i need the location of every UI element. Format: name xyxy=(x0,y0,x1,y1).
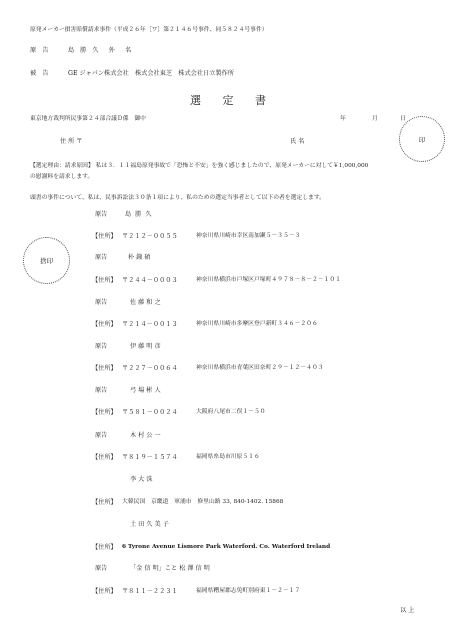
person-8-addr-label: 【住所】 xyxy=(92,544,117,551)
person-5-role: 原告 xyxy=(95,387,108,394)
closing-text: 以 上 xyxy=(400,607,415,614)
person-7-addr-label: 【住所】 xyxy=(92,499,117,506)
date-year-label: 年 xyxy=(340,116,346,122)
person-1-address: 神奈川県川崎市幸区南加瀬５－３５－３ xyxy=(196,233,301,239)
name-label: 氏 名 xyxy=(290,138,305,145)
person-9-postal: 〒８１１－２２３１ xyxy=(122,588,178,595)
person-8-address: 6 Tyrone Avenue Lismore Park Waterford. Co. Waterford Ireland xyxy=(122,544,331,550)
person-4-addr-label: 【住所】 xyxy=(92,365,117,372)
person-4-address: 神奈川県横浜市青葉区田奈町２９－１２－４０３ xyxy=(196,365,324,371)
person-3-addr-label: 【住所】 xyxy=(92,321,117,328)
person-9-address: 福岡県糟屋郡志免町別府東１－２－１７ xyxy=(196,588,301,594)
court-addressee: 東京地方裁判所民事第２４部合議Ｄ係 御中 xyxy=(30,116,146,122)
person-4-name: 伊 藤 明 彦 xyxy=(130,343,161,350)
selection-statement: 頭書の事件について、私は、民事訴訟法３０条１項により、私のための選定当事者として以下の者を選定します。 xyxy=(30,195,325,201)
seal-label: 印 xyxy=(418,135,426,144)
person-9-name: 「金 信 明」こと 松 澤 信 明 xyxy=(130,565,210,572)
person-3-postal: 〒２１４－００１３ xyxy=(122,321,178,328)
person-6-postal: 〒８１９－１５７４ xyxy=(122,454,178,461)
person-9-addr-label: 【住所】 xyxy=(92,588,117,595)
seal-placeholder-left xyxy=(23,237,70,284)
case-header: 原発メーカー損害賠償請求事件（平成２６年［ワ］第２１４６号事件、同５８２４号事件） xyxy=(30,27,268,33)
document-title: 選 定 書 xyxy=(190,94,275,107)
person-6-role: 原告 xyxy=(95,432,108,439)
person-1-name: 島 勝 久 xyxy=(125,211,153,218)
person-6-address: 福岡県糸島市川原５１６ xyxy=(196,454,260,460)
person-1-role: 原告 xyxy=(95,211,108,218)
defendant-value: GE ジャパン株式会社 株式会社東芝 株式会社日立製作所 xyxy=(68,70,234,77)
person-8-name: 土 田 久 美 子 xyxy=(130,521,169,528)
person-2-postal: 〒２４４－０００３ xyxy=(122,277,178,284)
person-6-addr-label: 【住所】 xyxy=(92,454,117,461)
person-5-addr-label: 【住所】 xyxy=(92,409,117,416)
person-3-name: 佐 藤 和 之 xyxy=(130,299,161,306)
person-2-addr-label: 【住所】 xyxy=(92,277,117,284)
person-3-role: 原告 xyxy=(95,299,108,306)
person-2-role: 原告 xyxy=(95,254,108,261)
person-1-addr-label: 【住所】 xyxy=(92,233,117,240)
plaintiff-value: 島 勝 久 外 名 xyxy=(68,47,134,54)
person-4-role: 原告 xyxy=(95,343,108,350)
seal-placeholder-top xyxy=(399,116,445,162)
person-5-postal: 〒５８１－００２４ xyxy=(122,409,178,416)
person-5-address: 大阪府八尾市二俣１－５０ xyxy=(196,409,266,415)
person-5-name: 弓 場 彬 人 xyxy=(130,387,161,394)
address-label: 住 所 〒 xyxy=(60,138,83,145)
person-2-name: 朴 鐘 碩 xyxy=(128,254,151,261)
reason-line-1: 【選定理由：請求原因】 私は３．１１福島原発事故で「恐怖と不安」を強く感じましたので、原発メーカーに対して￥1,000,000 xyxy=(30,163,369,169)
date-month-label: 月 xyxy=(372,116,378,122)
date-day-label: 日 xyxy=(400,116,406,122)
person-1-postal: 〒２１２－００５５ xyxy=(122,233,178,240)
person-7-name: 李 大 洙 xyxy=(130,476,153,483)
person-3-address: 神奈川県川崎市多摩区登戸新町３４６－２０６ xyxy=(196,321,318,327)
reason-line-2: の慰謝料を請求します。 xyxy=(30,174,94,180)
person-6-name: 木 村 公 一 xyxy=(130,432,161,439)
person-2-address: 神奈川県横浜市戸塚区戸塚町４９７８－８－２－１０１ xyxy=(196,277,341,283)
defendant-label: 被 告 xyxy=(30,70,49,77)
person-4-postal: 〒２２７－００６４ xyxy=(122,365,178,372)
plaintiff-label: 原 告 xyxy=(30,47,49,54)
person-7-address: 大韓民国 京畿道 軍浦市 修里山路 33, 840-1402. 15868 xyxy=(122,499,284,505)
sute-in-label: 捨印 xyxy=(40,257,53,265)
person-9-role: 原告 xyxy=(95,565,108,572)
